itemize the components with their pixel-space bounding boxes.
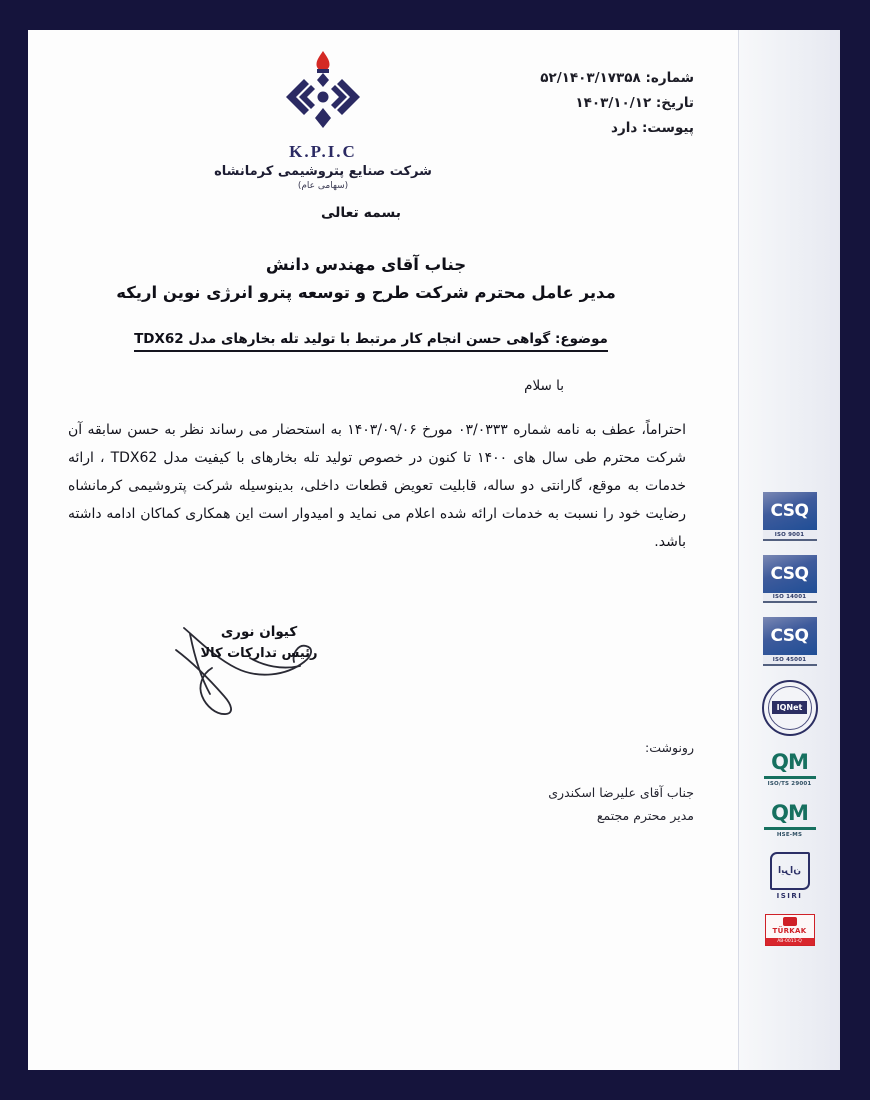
iqnet-seal-icon — [762, 680, 818, 736]
turkak-brand-text: TÜRKAK — [772, 926, 807, 935]
letterhead — [58, 48, 704, 193]
csq-brand-text: CSQ — [770, 626, 809, 646]
csq-caption: ISO 45001 — [763, 655, 817, 666]
signatory-name: کیوان نوری — [220, 624, 298, 640]
company-name-fa: شرکت صنایع پتروشیمی کرمانشاه — [214, 164, 432, 179]
certification-badge-csq-iso-14001 — [759, 555, 821, 604]
certification-strip — [738, 30, 840, 1070]
csq-logo-icon — [763, 555, 817, 593]
invocation-text: بسمه تعالی — [320, 205, 402, 221]
letter-number-row: شماره: ۵۲/۱۴۰۳/۱۷۳۵۸ — [540, 70, 694, 86]
letter-date-row: تاریخ: ۱۴۰۳/۱۰/۱۲ — [575, 95, 694, 111]
isiri-logo-icon: ایران — [770, 852, 810, 890]
company-type-fa: (سهامی عام) — [297, 181, 349, 191]
csq-logo-icon — [763, 492, 817, 530]
csq-logo-icon — [763, 617, 817, 655]
subject-wrapper — [58, 328, 704, 352]
addressee-line-1: جناب آقای مهندس دانش — [265, 255, 467, 274]
signature-area — [58, 610, 704, 730]
turkak-logo-icon — [765, 914, 815, 947]
certification-badge-qm-hse-ms — [763, 801, 817, 838]
addressee-line-2: مدیر عامل محترم شرکت طرح و توسعه پترو انرژی نوین اریکه — [116, 283, 616, 302]
qm-brand-text: QM — [771, 750, 808, 774]
body-paragraph: احتراماً، عطف به نامه شماره ۰۳/۰۳۳۳ مورخ ۱۴۰۳/۰۹/۰۶ به استحضار می رساند نظر به حسن سابقه آن شرکت محترم طی سال های ۱۴۰۰ تا کنون در خصوص تولید تله بخارهای با کیفیت مدل TDX62 ، ارائه خدمات به موقع، گارانتی دو ساله، قابلیت تعویض قطعات داخلی، بدینوسیله شرکت پتروشیمی کرمانشاه رضایت خود را نسبت به خدمات ارائه شده اعلام می نماید و امیدوار است این همکاری کماکان ادامه داشته باشد. — [68, 422, 686, 550]
salutation-text: با سلام — [524, 378, 564, 394]
cc-line-2: مدیر محترم مجتمع — [596, 808, 694, 823]
csq-caption: ISO 9001 — [763, 530, 817, 541]
company-acronym: K.P.I.C — [289, 142, 357, 161]
subject-line: موضوع: گواهی حسن انجام کار مرتبط با تولید تله بخارهای مدل TDX62 — [134, 331, 608, 352]
kpic-diamond-flame-logo-icon — [264, 48, 382, 140]
qm-brand-text: QM — [771, 801, 808, 825]
signature-text-block — [174, 624, 344, 661]
cc-line-1: جناب آقای علیرضا اسکندری — [548, 785, 694, 800]
signatory-title: رئیس تدارکات کالا — [200, 646, 318, 661]
letter-meta-block — [540, 70, 694, 145]
qm-caption: ISO/TS 29001 — [767, 780, 812, 787]
isiri-caption: ISIRI — [776, 891, 803, 900]
company-logo-block — [208, 48, 438, 191]
csq-brand-text: CSQ — [770, 563, 809, 584]
certification-badge-csq-iso-45001 — [759, 617, 821, 666]
certification-badge-iqnet — [759, 680, 821, 736]
certification-badge-csq-iso-9001 — [759, 492, 821, 541]
cc-label: رونوشت: — [645, 740, 694, 755]
csq-caption: ISO 14001 — [763, 593, 817, 604]
csq-brand-text: CSQ — [770, 501, 809, 521]
letter-content — [28, 30, 738, 1070]
qm-logo-icon — [764, 750, 816, 779]
turkak-sub-text: AB-0011-Q — [766, 938, 814, 946]
turkak-crescent-icon — [783, 917, 797, 926]
certification-badge-turkak — [759, 914, 821, 947]
certification-badge-isiri — [763, 852, 817, 900]
qm-logo-icon — [764, 801, 816, 830]
letter-paper — [28, 30, 840, 1070]
letter-attachment-row: پیوست: دارد — [611, 120, 694, 136]
carbon-copy-block — [58, 740, 704, 823]
qm-caption: HSE-MS — [776, 831, 803, 838]
iqnet-brand-text: IQNet — [772, 701, 808, 714]
addressee-block — [58, 255, 704, 302]
certification-badge-qm-iso-ts-29001 — [763, 750, 817, 787]
